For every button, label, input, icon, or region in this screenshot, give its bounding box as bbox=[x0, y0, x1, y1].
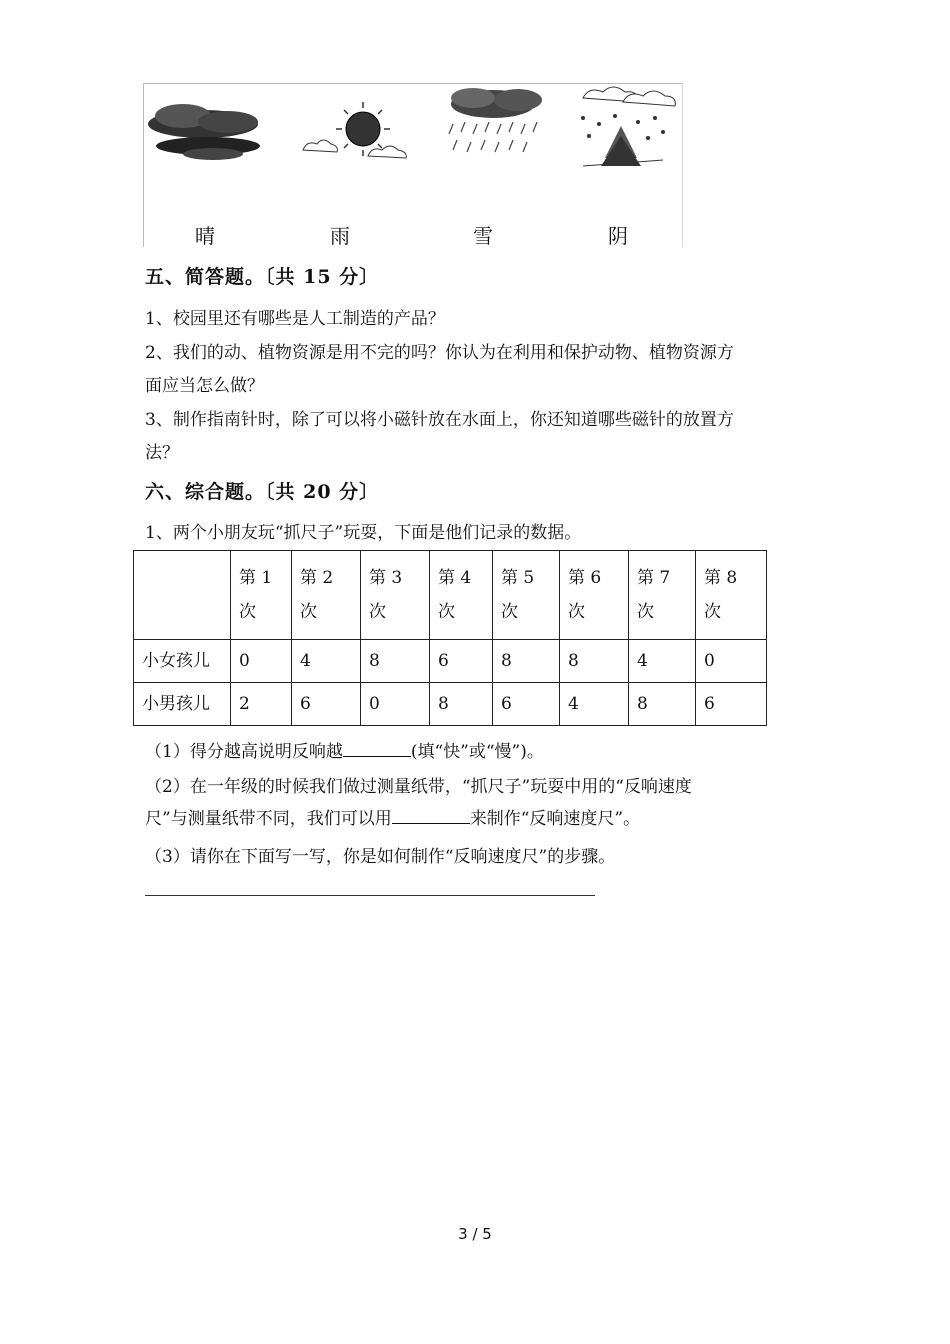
table-corner-cell bbox=[134, 551, 231, 640]
table-cell: 4 bbox=[560, 683, 629, 726]
weather-label: 雪 bbox=[473, 224, 493, 248]
table-header-cell: 第 2 次 bbox=[292, 551, 361, 640]
table-cell: 6 bbox=[493, 683, 560, 726]
dark-cloud-icon bbox=[148, 104, 260, 160]
table-cell: 8 bbox=[493, 640, 560, 683]
table-row-label: 小男孩儿 bbox=[134, 683, 231, 726]
table-cell: 4 bbox=[292, 640, 361, 683]
weather-label: 阴 bbox=[608, 224, 628, 248]
table-cell: 2 bbox=[231, 683, 292, 726]
table-header-cell: 第 3 次 bbox=[361, 551, 430, 640]
weather-label: 晴 bbox=[195, 224, 215, 248]
table-cell: 0 bbox=[231, 640, 292, 683]
sun-icon bbox=[303, 102, 406, 158]
section6-sub-question-2-line1: （2）在一年级的时候我们做过测量纸带，“抓尺子”玩耍中用的“反响速度 bbox=[145, 777, 692, 797]
table-cell: 0 bbox=[361, 683, 430, 726]
table-header-cell: 第 8 次 bbox=[696, 551, 767, 640]
table-header-cell: 第 1 次 bbox=[231, 551, 292, 640]
snow-icon bbox=[581, 87, 675, 166]
table-header-cell: 第 5 次 bbox=[493, 551, 560, 640]
section5-question-2-line1: 2、我们的动、植物资源是用不完的吗？你认为在利用和保护动物、植物资源方 bbox=[145, 343, 734, 363]
section5-question-3-line1: 3、制作指南针时，除了可以将小磁针放在水面上，你还知道哪些磁针的放置方 bbox=[145, 410, 734, 430]
table-header-cell: 第 7 次 bbox=[629, 551, 696, 640]
table-header-cell: 第 4 次 bbox=[430, 551, 493, 640]
section5-question-2-line2: 面应当怎么做？ bbox=[145, 376, 264, 396]
section6-sub-question-2-line2: 尺”与测量纸带不同，我们可以用 来制作“反响速度尺”。 bbox=[145, 802, 810, 836]
section6-question-1: 1、两个小朋友玩“抓尺子”玩耍，下面是他们记录的数据。 bbox=[145, 523, 582, 543]
section6-heading: 六、综合题。〔共 20 分〕 bbox=[145, 481, 380, 503]
section5-question-1: 1、校园里还有哪些是人工制造的产品？ bbox=[145, 309, 445, 329]
weather-label: 雨 bbox=[330, 224, 350, 248]
table-header-cell: 第 6 次 bbox=[560, 551, 629, 640]
table-cell: 8 bbox=[629, 683, 696, 726]
section5-heading: 五、简答题。〔共 15 分〕 bbox=[145, 266, 380, 288]
table-cell: 8 bbox=[430, 683, 493, 726]
fill-blank[interactable] bbox=[343, 738, 411, 757]
ruler-game-data-table bbox=[133, 550, 767, 726]
table-cell: 0 bbox=[696, 640, 767, 683]
table-cell: 6 bbox=[292, 683, 361, 726]
table-header-row bbox=[134, 551, 767, 640]
table-row-label: 小女孩儿 bbox=[134, 640, 231, 683]
table-cell: 8 bbox=[560, 640, 629, 683]
answer-line[interactable] bbox=[145, 895, 595, 896]
table-row-boy bbox=[134, 683, 767, 726]
table-cell: 4 bbox=[629, 640, 696, 683]
page-number: 3 / 5 bbox=[458, 1225, 492, 1243]
table-cell: 6 bbox=[430, 640, 493, 683]
table-cell: 6 bbox=[696, 683, 767, 726]
rain-cloud-icon bbox=[449, 88, 542, 152]
section6-sub-question-1: （1）得分越高说明反响越 (填“快”或“慢”)。 bbox=[145, 735, 810, 769]
fill-blank[interactable] bbox=[392, 805, 470, 824]
section6-sub-question-3: （3）请你在下面写一写，你是如何制作“反响速度尺”的步骤。 bbox=[145, 847, 616, 867]
weather-illustrations bbox=[143, 84, 681, 214]
section5-question-3-line2: 法？ bbox=[145, 443, 179, 463]
table-row-girl bbox=[134, 640, 767, 683]
table-cell: 8 bbox=[361, 640, 430, 683]
